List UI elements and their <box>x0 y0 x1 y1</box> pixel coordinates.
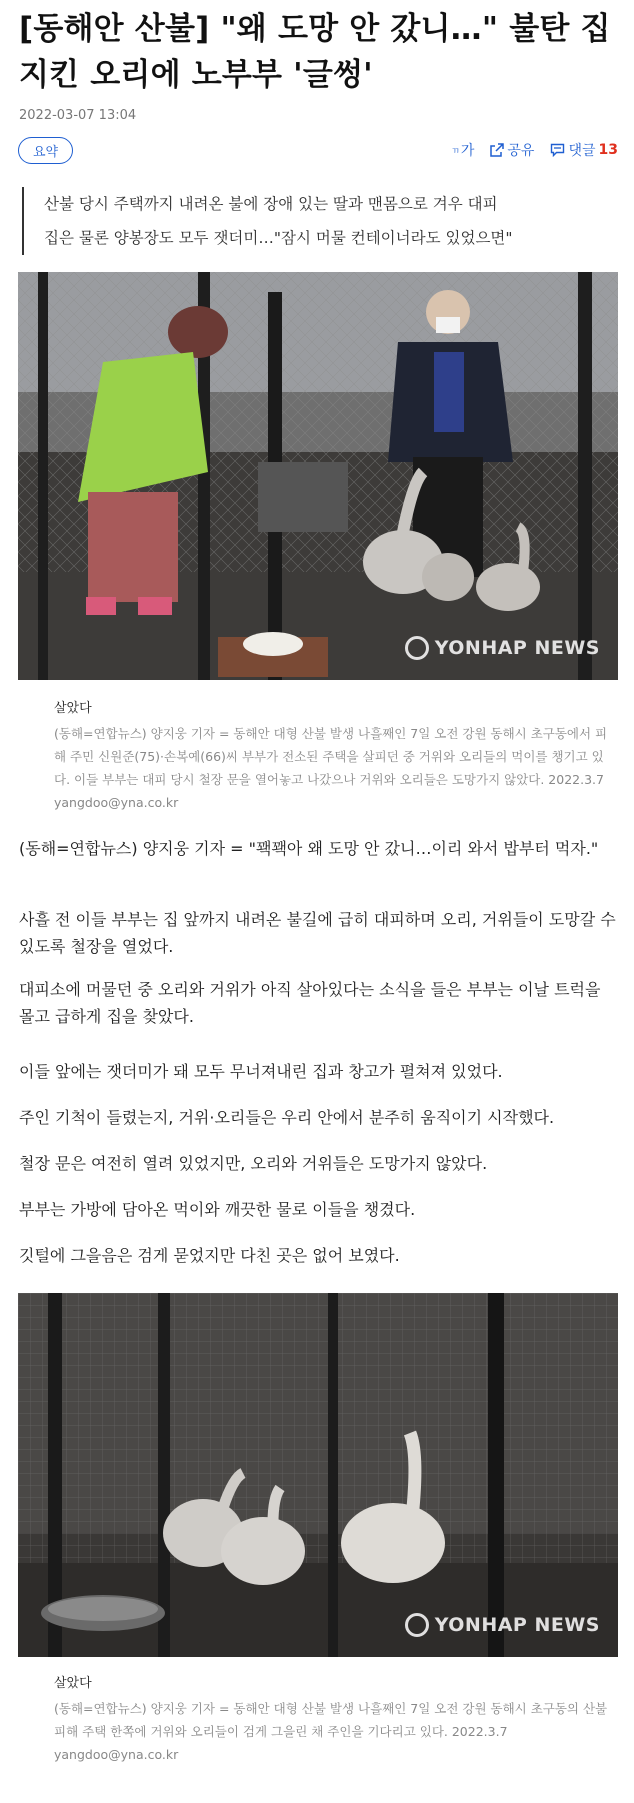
body-paragraph: 깃털에 그을음은 검게 묻었지만 다친 곳은 없어 보였다. <box>19 1246 400 1265</box>
body-paragraph: 철장 문은 여전히 열려 있었지만, 오리와 거위들은 도망가지 않았다. <box>19 1154 488 1173</box>
body-paragraph: 부부는 가방에 담아온 먹이와 깨끗한 물로 이들을 챙겼다. <box>19 1200 416 1219</box>
photo-caption <box>54 697 609 814</box>
subheading-line: 산불 당시 주택까지 내려온 불에 장애 있는 딸과 맨몸으로 겨우 대피 <box>44 195 498 213</box>
article-date: 2022-03-07 13:04 <box>19 108 137 123</box>
body-paragraph: 사흘 전 이들 부부는 집 앞까지 내려온 불길에 급히 대피하며 오리, 거위들이 도망갈 수 있도록 철장을 열었다. <box>19 910 616 956</box>
photo-scene <box>18 272 618 680</box>
summary-button[interactable]: 요약 <box>18 137 73 164</box>
photo-caption <box>54 1672 609 1766</box>
caption-title: 살았다 <box>54 1676 92 1691</box>
caption-title: 살았다 <box>54 701 92 716</box>
caption-text: (동해=연합뉴스) 양지웅 기자 = 동해안 대형 산불 발생 나흘째인 7일 오전 강원 동해시 초구동의 산불 피해 주택 한쪽에 거위와 오리들이 검게 그을린 채 주인을 기다리고 있다. 2022.3.7 yangdoo@yna.co.kr <box>54 1701 608 1762</box>
article-toolbar <box>451 140 618 160</box>
share-icon <box>490 143 504 157</box>
comment-icon <box>550 143 565 157</box>
comments-label: 댓글 <box>568 143 596 159</box>
article-photo <box>18 272 618 680</box>
article-photo <box>18 1293 618 1657</box>
yonhap-logo-icon <box>405 636 429 660</box>
body-paragraph: 이들 앞에는 잿더미가 돼 모두 무너져내린 집과 창고가 펼쳐져 있었다. <box>19 1062 503 1081</box>
share-button[interactable] <box>490 140 534 160</box>
photo-scene <box>18 1293 618 1657</box>
share-label: 공유 <box>507 143 535 159</box>
article-headline: [동해안 산불] "왜 도망 안 갔니…" 불탄 집 지킨 오리에 노부부 '글썽' <box>19 11 611 93</box>
photo-watermark: YONHAP NEWS <box>405 636 600 660</box>
comments-button[interactable] <box>550 140 618 160</box>
article-subheading <box>22 187 634 255</box>
comments-count: 13 <box>598 142 618 158</box>
font-size-label: 가 <box>460 143 475 159</box>
body-paragraph: 대피소에 머물던 중 오리와 거위가 아직 살아있다는 소식을 들은 부부는 이날 트럭을 몰고 급하게 집을 찾았다. <box>19 980 601 1026</box>
photo-watermark: YONHAP NEWS <box>405 1613 600 1637</box>
font-size-button[interactable] <box>451 140 474 160</box>
caption-text: (동해=연합뉴스) 양지웅 기자 = 동해안 대형 산불 발생 나흘째인 7일 오전 강원 동해시 초구동에서 피해 주민 신원준(75)·손복예(66)씨 부부가 전소된 주택을 살피던 중 거위와 오리들의 먹이를 챙기고 있다. 이들 부부는 대피 당시 철장 문을 열어놓고 나갔으나 거위와 오리들은 도망가지 않았다. 2022.3.7 yangdoo@yna.co.kr <box>54 726 608 810</box>
font-size-icon: ㄲ <box>451 146 460 157</box>
yonhap-logo-icon <box>405 1613 429 1637</box>
subheading-line: 집은 물론 양봉장도 모두 잿더미…"잠시 머물 컨테이너라도 있었으면" <box>44 229 513 247</box>
body-paragraph: 주인 기척이 들렸는지, 거위·오리들은 우리 안에서 분주히 움직이기 시작했다. <box>19 1108 555 1127</box>
body-paragraph: (동해=연합뉴스) 양지웅 기자 = "꽥꽥아 왜 도망 안 갔니…이리 와서 밥부터 먹자." <box>19 839 599 858</box>
